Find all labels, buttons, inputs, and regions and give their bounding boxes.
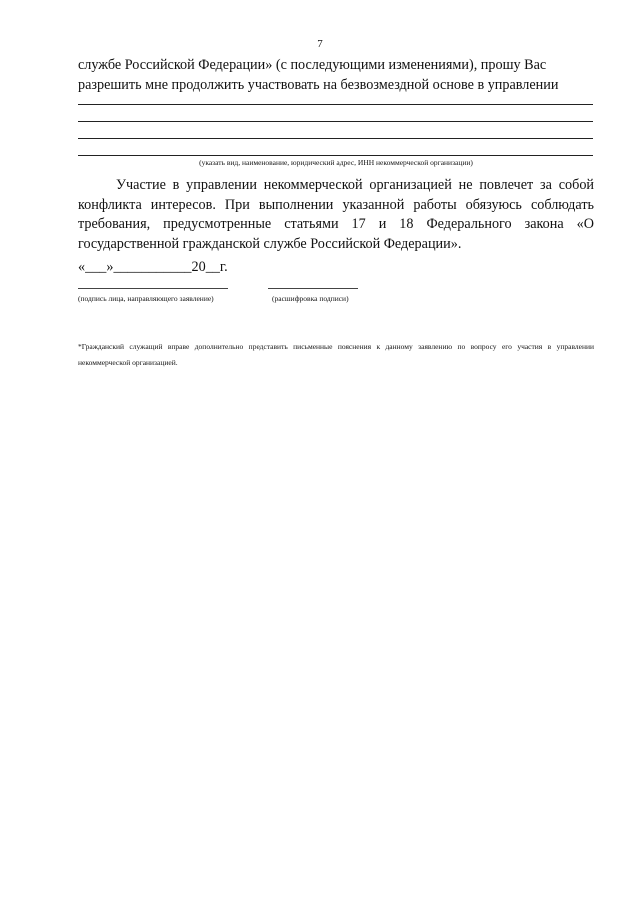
signature-caption: (подпись лица, направляющего заявление) <box>78 294 214 303</box>
footnote: *Гражданский служащий вправе дополнительно представить письменные пояснения к данному заявлению по вопросу его участия в управлении некоммерческой организацией. <box>78 342 594 367</box>
org-fill-line-1[interactable] <box>78 104 593 105</box>
body-paragraph: Участие в управлении некоммерческой организацией не повлечет за собой конфликта интересов. При выполнении указанной работы обязуюсь соблюдать требования, предусмотренные статьями 17 и 18 Федерального закона «О государственной гражданской службе Российской Федерации». <box>78 177 594 252</box>
page-number: 7 <box>317 38 323 50</box>
org-fill-line-2[interactable] <box>78 121 593 122</box>
intro-line-2: разрешить мне продолжить участвовать на безвозмездной основе в управлении <box>78 76 559 93</box>
intro-line-1: службе Российской Федерации» (с последующими изменениями), прошу Вас <box>78 57 547 73</box>
decryption-caption: (расшифровка подписи) <box>272 294 349 303</box>
org-fill-line-4[interactable] <box>78 155 593 156</box>
date-line: «___»___________20__г. <box>78 259 228 275</box>
org-caption: (указать вид, наименование, юридический адрес, ИНН некоммерческой организации) <box>199 158 473 167</box>
decryption-line[interactable] <box>268 288 358 289</box>
org-fill-line-3[interactable] <box>78 138 593 139</box>
signature-line[interactable] <box>78 288 228 289</box>
intro-paragraph <box>78 56 594 95</box>
